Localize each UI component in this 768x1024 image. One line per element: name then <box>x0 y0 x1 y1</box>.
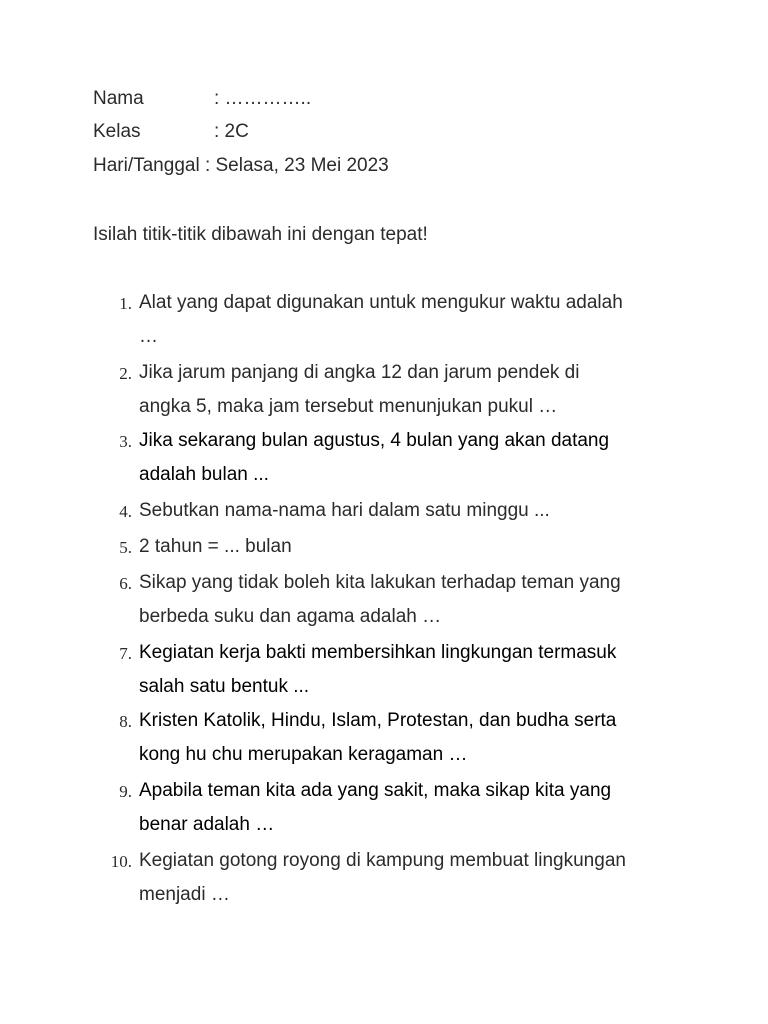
question-line: Kegiatan gotong royong di kampung membuat lingkungan <box>139 850 626 871</box>
question-number: 1. <box>119 294 132 313</box>
question-line: Alat yang dapat digunakan untuk mengukur waktu adalah <box>139 292 623 313</box>
question-number: 9. <box>119 782 132 801</box>
header-tanggal-row <box>93 155 389 177</box>
question-text <box>139 500 679 528</box>
question-line: menjadi … <box>139 884 230 905</box>
kelas-value: : 2C <box>214 121 249 142</box>
question-text <box>139 572 679 634</box>
question-number: 2. <box>119 364 132 383</box>
question-text <box>139 362 679 424</box>
question-line: Jika jarum panjang di angka 12 dan jarum pendek di <box>139 362 580 383</box>
question-text <box>139 850 679 912</box>
question-line: Jika sekarang bulan agustus, 4 bulan yang akan datang <box>139 430 610 451</box>
question-number: 3. <box>119 432 132 451</box>
question-line: adalah bulan ... <box>139 464 269 485</box>
question-line: Sebutkan nama-nama hari dalam satu minggu ... <box>139 500 550 521</box>
tanggal-label: Hari/Tanggal <box>93 155 200 176</box>
question-text <box>139 780 679 842</box>
question-line: Sikap yang tidak boleh kita lakukan terhadap teman yang <box>139 572 621 593</box>
question-number: 8. <box>119 712 132 731</box>
question-number: 5. <box>119 538 132 557</box>
question-text <box>139 536 679 564</box>
question-text <box>139 430 679 492</box>
question-line: Kegiatan kerja bakti membersihkan lingkungan termasuk <box>139 642 617 663</box>
kelas-label: Kelas <box>93 121 141 142</box>
question-line: angka 5, maka jam tersebut menunjukan pukul … <box>139 396 558 417</box>
question-number: 6. <box>119 574 132 593</box>
question-line: salah satu bentuk ... <box>139 676 310 697</box>
nama-value: : ………….. <box>214 88 312 109</box>
question-text <box>139 292 679 354</box>
question-line: berbeda suku dan agama adalah … <box>139 606 442 627</box>
question-line: kong hu chu merupakan keragaman … <box>139 744 468 765</box>
tanggal-value: : Selasa, 23 Mei 2023 <box>204 155 389 176</box>
question-number: 10. <box>110 852 132 871</box>
instruction-text: Isilah titik-titik dibawah ini dengan tepat! <box>93 224 428 245</box>
nama-label: Nama <box>93 88 144 109</box>
question-number: 4. <box>119 502 132 521</box>
header-nama-row <box>93 88 312 110</box>
question-line: … <box>139 326 158 347</box>
question-number: 7. <box>119 644 132 663</box>
question-line: benar adalah … <box>139 814 275 835</box>
question-text <box>139 710 679 772</box>
question-line: Apabila teman kita ada yang sakit, maka sikap kita yang <box>139 780 612 801</box>
question-text <box>139 642 679 704</box>
question-line: 2 tahun = ... bulan <box>139 536 292 557</box>
header-kelas-row <box>93 121 249 143</box>
question-line: Kristen Katolik, Hindu, Islam, Protestan, dan budha serta <box>139 710 617 731</box>
